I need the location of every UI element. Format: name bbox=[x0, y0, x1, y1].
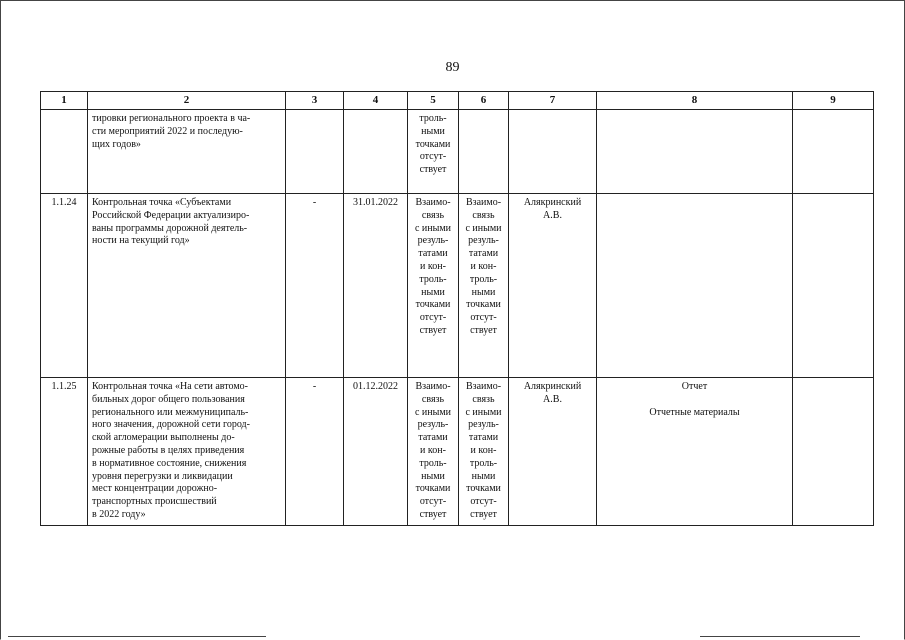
text-line: татами bbox=[468, 248, 499, 260]
text-line: ваны программы дорожной деятель- bbox=[92, 222, 248, 234]
text-line: щих годов» bbox=[92, 138, 141, 150]
cell-col9 bbox=[793, 194, 874, 378]
header-cell: 1 bbox=[41, 92, 88, 110]
text-line: Взаимо- bbox=[415, 197, 451, 208]
text-line: сти мероприятий 2022 и последую- bbox=[92, 125, 243, 137]
text-line: ствует bbox=[470, 324, 497, 336]
header-cell: 4 bbox=[344, 92, 408, 110]
text-line bbox=[597, 394, 792, 407]
text-line: точками bbox=[415, 138, 451, 150]
text-line: Взаимо- bbox=[465, 197, 502, 208]
text-line: и кон- bbox=[470, 260, 497, 272]
text-line: татами bbox=[418, 432, 448, 444]
text-line: А.В. bbox=[543, 209, 562, 221]
text-line: ской агломерации выполнены до- bbox=[92, 432, 235, 444]
text-line: связь bbox=[472, 393, 495, 405]
text-line: с иными bbox=[465, 222, 502, 234]
text-line: и кон- bbox=[420, 444, 446, 456]
cell-col5 bbox=[408, 110, 459, 194]
text-line: связь bbox=[421, 393, 445, 405]
text-line: Алякринский bbox=[523, 381, 582, 392]
cell-event-name bbox=[88, 110, 286, 194]
cell-col9 bbox=[793, 110, 874, 194]
text-line: отсут- bbox=[419, 312, 447, 324]
cell-date bbox=[344, 110, 408, 194]
cell-event-name bbox=[88, 194, 286, 378]
text-line: Контрольная точка «На сети автомо- bbox=[92, 381, 248, 392]
text-line: ными bbox=[421, 286, 445, 298]
text-line: А.В. bbox=[543, 393, 562, 405]
text-line: связь bbox=[421, 209, 445, 221]
plan-table bbox=[40, 91, 874, 526]
text-line: Отчетные материалы bbox=[649, 406, 740, 418]
cell-col5 bbox=[408, 194, 459, 378]
footer-rule bbox=[8, 636, 266, 637]
text-line: точками bbox=[415, 299, 451, 311]
cell-col5 bbox=[408, 378, 459, 526]
header-cell: 9 bbox=[793, 92, 874, 110]
header-cell: 6 bbox=[459, 92, 509, 110]
cell-number: 1.1.24 bbox=[41, 194, 88, 378]
text-line: с иными bbox=[414, 222, 452, 234]
cell-documents bbox=[597, 378, 793, 526]
text-line: ными bbox=[471, 286, 496, 298]
text-line: резуль- bbox=[468, 235, 499, 247]
text-line: в 2022 году» bbox=[92, 508, 146, 520]
cell-documents bbox=[597, 194, 793, 378]
page-number: 89 bbox=[445, 60, 460, 75]
cell-number: 1.1.25 bbox=[41, 378, 88, 526]
text-line: ствует bbox=[419, 508, 447, 520]
header-cell: 7 bbox=[509, 92, 597, 110]
table-row bbox=[41, 110, 874, 194]
text-line: отсут- bbox=[419, 151, 447, 163]
text-line: связь bbox=[472, 209, 495, 221]
cell-col3: - bbox=[286, 378, 344, 526]
header-cell: 2 bbox=[88, 92, 286, 110]
text-line: резуль- bbox=[417, 235, 449, 247]
text-line: татами bbox=[468, 432, 499, 444]
cell-date: 01.12.2022 bbox=[344, 378, 408, 526]
text-line: троль- bbox=[469, 457, 498, 469]
text-line: отсут- bbox=[470, 496, 497, 508]
text-line: Контрольная точка «Субъектами bbox=[92, 197, 232, 208]
text-line: Отчет bbox=[681, 381, 708, 392]
header-cell: 8 bbox=[597, 92, 793, 110]
text-line: точками bbox=[466, 299, 501, 311]
cell-col6 bbox=[459, 378, 509, 526]
cell-col3 bbox=[286, 110, 344, 194]
text-line: Взаимо- bbox=[415, 381, 451, 392]
footer-rule bbox=[700, 636, 860, 637]
text-line: ными bbox=[471, 470, 496, 482]
cell-responsible bbox=[509, 378, 597, 526]
text-line: и кон- bbox=[420, 260, 446, 272]
cell-documents bbox=[597, 110, 793, 194]
text-line: отсут- bbox=[470, 312, 497, 324]
text-line: транспортных происшествий bbox=[92, 496, 217, 508]
text-line: Алякринский bbox=[523, 197, 582, 208]
header-cell: 5 bbox=[408, 92, 459, 110]
text-line: Российской Федерации актуализиро- bbox=[92, 209, 250, 221]
text-line: с иными bbox=[414, 406, 452, 418]
text-line: ности на текущий год» bbox=[92, 235, 190, 247]
text-line: троль- bbox=[419, 113, 447, 124]
text-line: точками bbox=[466, 483, 501, 495]
text-line: резуль- bbox=[417, 419, 449, 431]
cell-number bbox=[41, 110, 88, 194]
table-header-row bbox=[41, 92, 874, 110]
cell-date: 31.01.2022 bbox=[344, 194, 408, 378]
text-line: тировки регионального проекта в ча- bbox=[92, 113, 251, 124]
text-line: уровня перегрузки и ликвидации bbox=[92, 470, 233, 482]
text-line: с иными bbox=[465, 406, 502, 418]
text-line: троль- bbox=[469, 273, 498, 285]
cell-event-name bbox=[88, 378, 286, 526]
text-line: и кон- bbox=[470, 444, 497, 456]
text-line: ствует bbox=[470, 508, 497, 520]
cell-col6 bbox=[459, 194, 509, 378]
text-line: троль- bbox=[419, 273, 447, 285]
text-line: резуль- bbox=[468, 419, 499, 431]
text-line: ными bbox=[421, 470, 445, 482]
text-line: регионального или межмуниципаль- bbox=[92, 406, 249, 418]
text-line: в нормативное состояние, снижения bbox=[92, 457, 247, 469]
text-line: ствует bbox=[419, 324, 447, 336]
text-line: татами bbox=[418, 248, 448, 260]
cell-col6 bbox=[459, 110, 509, 194]
text-line: отсут- bbox=[419, 496, 447, 508]
text-line: ного значения, дорожной сети город- bbox=[92, 419, 250, 431]
text-line: ствует bbox=[419, 164, 447, 176]
cell-responsible bbox=[509, 194, 597, 378]
text-line: ными bbox=[421, 125, 445, 137]
text-line: мест концентрации дорожно- bbox=[92, 483, 218, 495]
cell-col3: - bbox=[286, 194, 344, 378]
text-line: бильных дорог общего пользования bbox=[92, 393, 245, 405]
table-row bbox=[41, 194, 874, 378]
text-line: Взаимо- bbox=[465, 381, 502, 392]
table-row bbox=[41, 378, 874, 526]
cell-responsible bbox=[509, 110, 597, 194]
header-cell: 3 bbox=[286, 92, 344, 110]
text-line: троль- bbox=[419, 457, 447, 469]
text-line: точками bbox=[415, 483, 451, 495]
table-body bbox=[41, 110, 874, 526]
cell-col9 bbox=[793, 378, 874, 526]
text-line: рожные работы в целях приведения bbox=[92, 444, 245, 456]
